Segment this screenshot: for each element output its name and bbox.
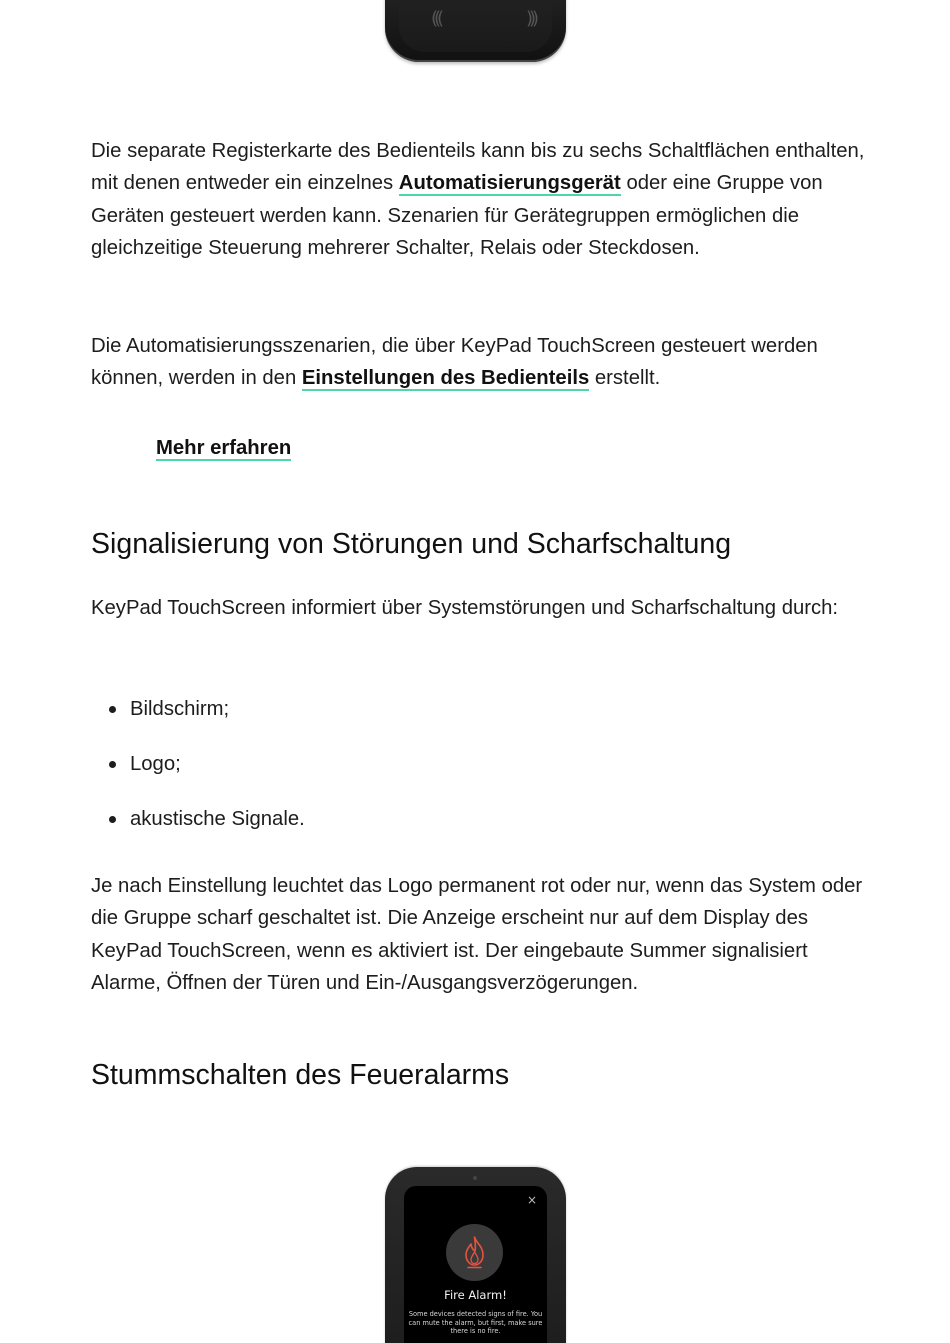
scenario-settings-paragraph	[91, 330, 866, 395]
automation-paragraph	[91, 135, 866, 265]
mute-section-heading: Stummschalten des Feueralarms	[91, 1059, 510, 1091]
alarm-description: Some devices detected signs of fire. You can mute the alarm, but first, make sure there is no fire.	[408, 1310, 543, 1336]
list-item: Logo;	[91, 748, 305, 803]
keypad-device-image-bottom	[385, 1167, 566, 1343]
paragraph-text: oder eine Gruppe von Geräten gesteuert werden kann. Szenarien für Gerätegruppen ermöglichen die gleichzeitige Steuerung mehrerer Schalter, Relais oder Steckdosen.	[91, 172, 823, 260]
nfc-right-icon: )))	[526, 8, 536, 29]
keypad-device-image-top	[385, 0, 566, 62]
paragraph-text: Je nach Einstellung leuchtet das Logo permanent rot oder nur, wenn das System oder die Gruppe scharf geschaltet ist. Die Anzeige erscheint nur auf dem Display des KeyPad TouchScreen, wenn es aktiviert ist. Der eingebaute Summer signalisiert Alarme, Öffnen der Türen und Ein-/Ausgangsverzögerungen.	[91, 875, 863, 995]
paragraph-text: Die separate Registerkarte des Bedienteils kann bis zu sechs Schaltflächen enthalten, mit denen entweder ein einzelnes	[91, 140, 865, 195]
fire-icon-circle	[446, 1224, 503, 1281]
device-screen	[404, 1186, 547, 1343]
close-icon: ×	[526, 1193, 537, 1207]
automation-device-link[interactable]: Automatisierungsgerät	[398, 172, 621, 195]
learn-more-container	[156, 433, 291, 463]
alarm-title: Fire Alarm!	[444, 1288, 507, 1302]
signal-methods-list	[91, 693, 305, 858]
signal-intro-paragraph	[91, 592, 866, 624]
keypad-settings-link[interactable]: Einstellungen des Bedienteils	[301, 367, 590, 390]
paragraph-text: Die Automatisierungsszenarien, die über KeyPad TouchScreen gesteuert werden können, werden in den	[91, 335, 818, 390]
sensor-dot	[473, 1176, 477, 1180]
list-item: akustische Signale.	[91, 803, 305, 858]
keypad-device-front	[399, 0, 552, 52]
nfc-left-icon: (((	[431, 8, 441, 29]
signal-section-heading: Signalisierung von Störungen und Scharfschaltung	[91, 528, 732, 560]
signal-detail-paragraph	[91, 870, 866, 1000]
paragraph-text: erstellt.	[589, 367, 661, 390]
flame-icon	[461, 1235, 488, 1269]
paragraph-text: KeyPad TouchScreen informiert über Systemstörungen und Scharfschaltung durch:	[91, 597, 839, 619]
list-item: Bildschirm;	[91, 693, 305, 748]
learn-more-link[interactable]: Mehr erfahren	[156, 437, 292, 459]
